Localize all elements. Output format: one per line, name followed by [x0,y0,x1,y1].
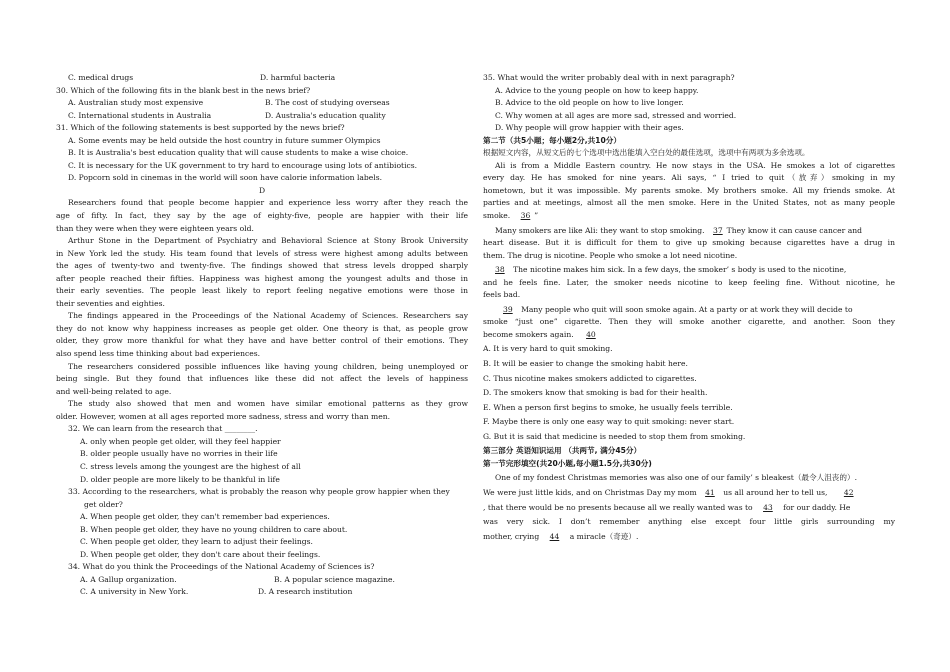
q31-option-a: A. Some events may be held outside the host country in future summer Olympics [68,135,381,145]
passage-line: heart disease. But it is difficult for them to give up smoking because cigarettes have a drug in [483,238,895,248]
option-d: D. The smokers know that smoking is bad for their health. [483,388,708,398]
option-d: D. harmful bacteria [260,73,336,82]
q33-option-c: C. When people get older, they learn to adjust their feelings. [80,537,313,547]
q34-stem: 34. What do you think the Proceedings of the National Academy of Sciences is? [68,562,375,572]
q33-option-d: D. When people get older, they don't care about their feelings. [80,549,321,559]
q35-option-b: B. Advice to the old people on how to live longer. [495,98,684,108]
option-a: A. It is very hard to quit smoking. [483,344,613,354]
passage-line: Researchers found that people become happier and experience less worry after they reach the [68,198,468,208]
q32-option-a: A. only when people get older, will they feel happier [80,436,281,446]
q33-stem: 33. According to the researchers, what is probably the reason why people grow happier when they [68,487,450,497]
q29-options [56,72,468,85]
option-c: C. Thus nicotine makes smokers addicted to cigarettes. [483,373,697,383]
q32-option-c: C. stress levels among the youngest are the highest of all [80,461,301,471]
passage-line: they do not know why happiness increases as people get older. One theory is that, as people grow [56,323,468,333]
option-b: B. A popular science magazine. [274,574,395,584]
section2-instructions: 根据短文内容，从短文后的七个选项中选出能填入空白处的最佳选项，选项中有两项为多余选项。 [483,148,810,158]
option-b: B. It will be easier to change the smoking habit here. [483,359,688,369]
option-g: G. But it is said that medicine is needed to stop them from smoking. [483,431,746,441]
passage-line: hometown, but it was impossible. My parents smoke. My brothers smoke. All my friends smoke. At [483,185,895,195]
blank-36: 36 [520,211,531,221]
passage-line: Ali is from a Middle Eastern country. He now stays in the USA. He smokes a lot of cigarettes [495,160,895,170]
part3-section1-title: 第一节完形填空(共20小题,每小题1.5分,共30分) [483,458,652,468]
passage-line: become smokers again. 40 [483,329,895,342]
cloze-line: One of my fondest Christmas memories was also one of our family’ s bleakest（最令人沮丧的）. [495,473,857,483]
passage-line: also spend less time thinking about bad experiences. [56,349,261,359]
option-e: E. When a person first begins to smoke, he usually feels terrible. [483,402,733,412]
q32-stem: 32. We can learn from the research that ________. [68,424,258,434]
blank-40: 40 [586,329,596,339]
passage-line: The findings appeared in the Proceedings of the National Academy of Sciences. Researchers say [68,311,468,321]
q35-stem: 35. What would the writer probably deal with in next paragraph? [483,73,735,82]
cloze-line: We were just little kids, and on Christmas Day my mom 41 us all around her to tell us, 42 [483,487,854,497]
part3-title: 第三部分 英语知识运用 （共两节, 满分45分） [483,446,642,456]
passage-line: older. However, women at all ages reported more sadness, stress and worry than men. [56,411,391,421]
passage-label: D [258,185,266,195]
passage-line: Many smokers are like Ali: they want to stop smoking. 37 They know it can cause cancer and [495,225,862,235]
q33-option-a: A. When people get older, they can't remember bad experiences. [80,512,330,522]
passage-line: being single. But they found that influences like these did not affect the levels of happiness [56,374,468,384]
option-d: D. A research institution [258,587,353,597]
passage-line: after people reached their fifties. Happiness was highest among the youngest adults and those in [56,273,468,283]
q35-option-a: A. Advice to the young people on how to keep happy. [495,85,699,95]
passage-line: 38 The nicotine makes him sick. In a few days, the smoker’ s body is used to the nicotine, [495,265,847,275]
q34-options-cd [56,586,468,599]
cloze-line: , that there would be no presents because all we really wanted was to 43 for our daddy. He [483,502,851,512]
q30-options-ab [56,97,468,110]
q31-option-c: C. It is necessary for the UK government to try hard to encourage using lots of antibiotics. [68,160,418,170]
q31-option-d: D. Popcorn sold in cinemas in the world will soon have calorie information labels. [68,173,383,183]
option-a: A. A Gallup organization. [80,574,177,584]
passage-line: older, they grow more thankful for what they have and have better control of their emotions. They [56,336,468,346]
q35-option-c: C. Why women at all ages are more sad, stressed and worried. [495,110,737,120]
passage-line: and well-being related to age. [56,386,172,396]
option-a: A. Australian study most expensive [68,98,204,108]
blank-37: 37 [713,225,723,235]
option-c: C. A university in New York. [80,587,189,597]
blank-44: 44 [549,531,560,541]
q31-option-b: B. It is Australia's best education quality that will cause students to make a wise choice. [68,148,409,158]
passage-line: smoke “just one” cigarette. Then they will smoke another cigarette, and another. Soon they [483,317,895,327]
q33-stem-cont: get older? [84,499,123,509]
left-column [56,72,468,599]
passage-line: smoke. 36 ” [483,211,539,221]
option-f: F. Maybe there is only one easy way to quit smoking: never start. [483,417,735,427]
blank-39: 39 [503,304,513,314]
passage-line: The researchers considered possible influences like having young children, being unemployed or [68,361,468,371]
option-c: C. medical drugs [68,73,134,82]
option-d: D. Australia's education quality [265,110,386,120]
cloze-line: mother, crying 44 a miracle（奇迹）. [483,531,639,541]
q32-option-b: B. older people usually have no worries in their life [80,449,278,459]
passage-line: The study also showed that men and women have similar emotional patterns as they grow [68,399,468,409]
q30-options-cd [56,110,468,123]
passage-line: 39 Many people who quit will soon smoke again. At a party or at work they will decide to [483,304,895,317]
cloze-line: was very sick. I don’t remember anything else except four little girls surrounding my [483,517,895,527]
blank-43: 43 [763,502,773,512]
blank-42: 42 [843,487,854,497]
section2-title: 第二节（共5小题；每小题2分,共10分） [483,135,621,145]
passage-line: than they were when they were eighteen years old. [56,223,254,233]
q35-option-d: D. Why people will grow happier with their ages. [495,123,684,133]
passage-line: in New York led the study. His team found that levels of stress were highest among adults between [56,248,468,258]
q31-stem: 31. Which of the following statements is best supported by the news brief? [56,123,345,133]
passage-line: every day. He has smoked for nine years. Ali says, “ I tried to quit（放弃）smoking in my [483,173,895,183]
passage-line: feels bad. [483,290,521,300]
q34-options-ab [56,574,468,587]
passage-line: them. The drug is nicotine. People who smoke a lot need nicotine. [483,250,738,260]
passage-line: age of fifty. In fact, they say by the age of eighty-five, people are happier with their life [56,211,468,221]
q30-stem: 30. Which of the following fits in the blank best in the news brief? [56,85,311,95]
passage-line: the ages of twenty-two and twenty-five. The findings showed that stress levels dropped sharply [56,261,468,271]
passage-line: Arthur Stone in the Department of Psychiatry and Behavioral Science at Stony Brook University [68,236,468,246]
blank-38: 38 [495,265,505,275]
option-c: C. International students in Australia [68,110,212,120]
right-column [483,72,895,543]
passage-line: their early seventies. The people least likely to report feeling negative emotions were those in [56,286,468,296]
option-b: B. The cost of studying overseas [265,98,390,108]
q32-option-d: D. older people are more likely to be thankful in life [80,474,280,484]
passage-line: parties and at meetings, almost all the men smoke. Here in the United States, not as many people [483,198,895,208]
passage-line: their seventies and eighties. [56,298,165,308]
blank-41: 41 [705,487,715,497]
q33-option-b: B. When people get older, they have no young children to care about. [80,524,348,534]
passage-line: and he feels fine. Later, the smoker needs nicotine to keep feeling fine. Without nicotine, he [483,277,895,287]
